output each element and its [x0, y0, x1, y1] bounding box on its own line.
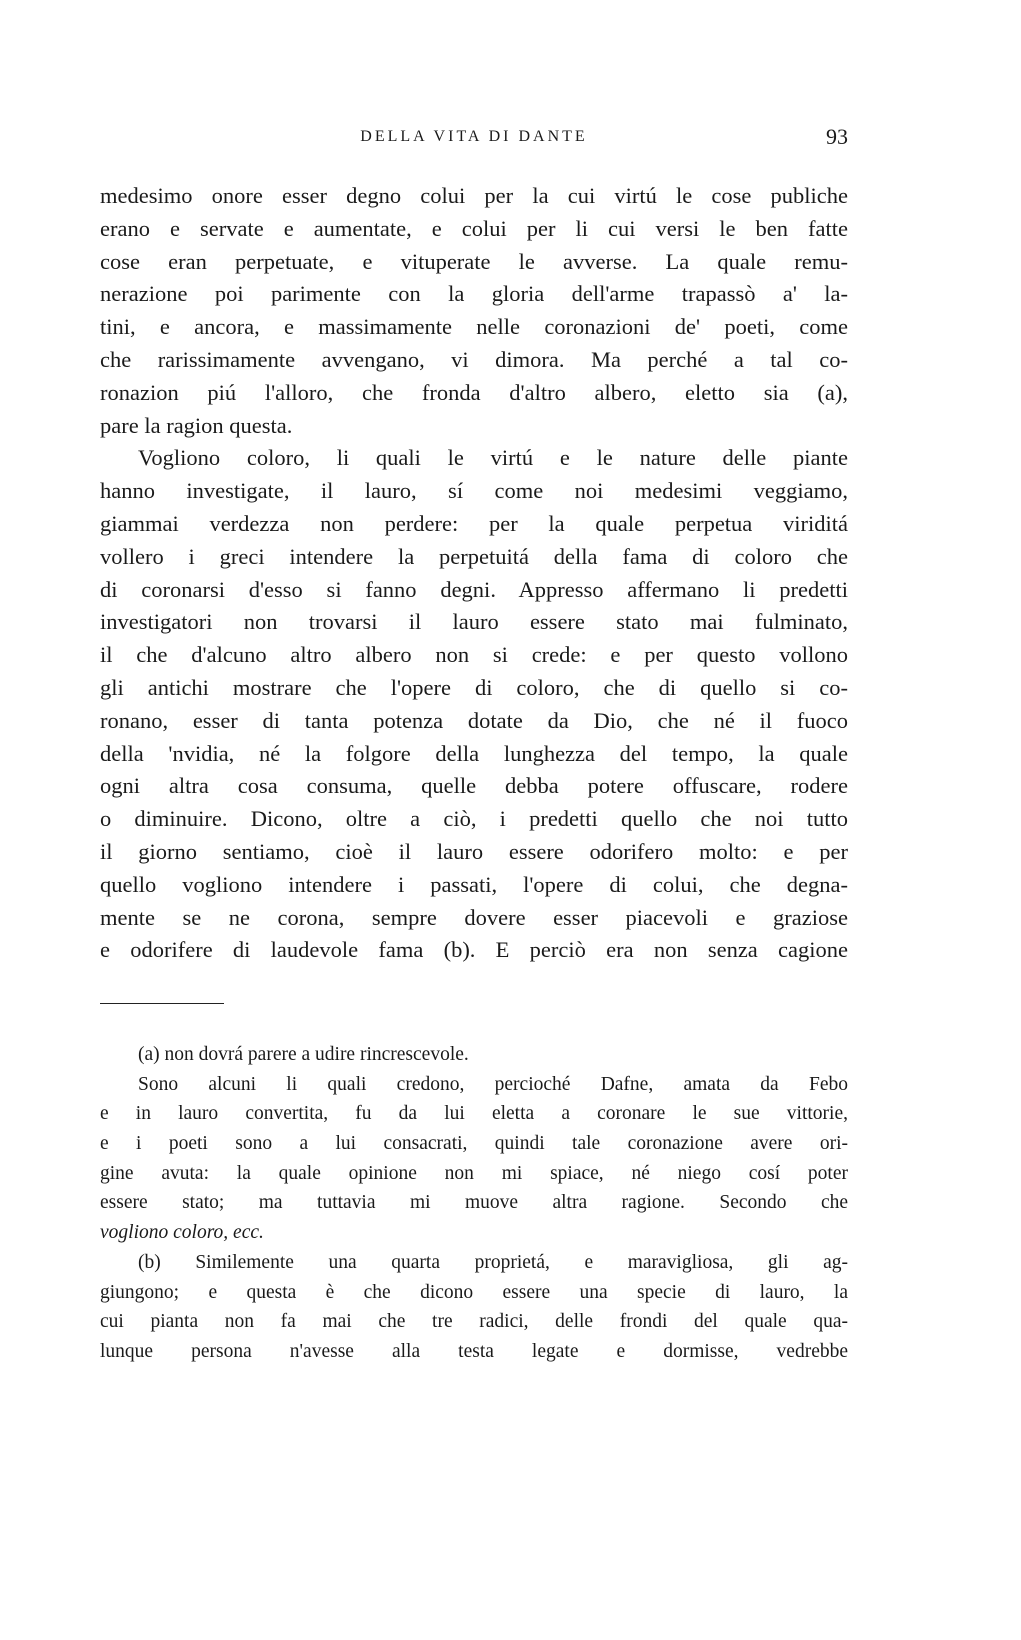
- text-line: pare la ragion questa.: [100, 412, 293, 438]
- text-line: giammai verdezza non perdere: per la quale perpetua viriditá: [100, 510, 848, 536]
- text-line: il giorno sentiamo, cioè il lauro essere odorifero molto: e per: [100, 838, 848, 864]
- running-title: DELLA VITA DI DANTE: [360, 128, 588, 145]
- footnote-line: gine avuta: la quale opinione non mi spiace, né niego cosí poter: [100, 1162, 848, 1184]
- text-line: tini, e ancora, e massimamente nelle coronazioni de' poeti, come: [100, 314, 848, 340]
- footnote-line: (b) Similemente una quarta proprietá, e maravigliosa, gli ag-: [138, 1251, 848, 1273]
- text-line: Vogliono coloro, li quali le virtú e le nature delle piante: [138, 445, 848, 471]
- text-line: nerazione poi parimente con la gloria dell'arme trapassò a' la-: [100, 281, 848, 307]
- footnote-line: e i poeti sono a lui consacrati, quindi tale coronazione avere ori-: [100, 1133, 848, 1155]
- page-header: [100, 124, 848, 154]
- text-line: ronano, esser di tanta potenza dotate da Dio, che né il fuoco: [100, 707, 848, 733]
- text-line: mente se ne corona, sempre dovere esser piacevoli e graziose: [100, 904, 848, 930]
- text-line: gli antichi mostrare che l'opere di coloro, che di quello si co-: [100, 674, 848, 700]
- text-line: della 'nvidia, né la folgore della lunghezza del tempo, la quale: [100, 740, 848, 766]
- footnote-line: lunque persona n'avesse alla testa legate e dormisse, vedrebbe: [100, 1340, 848, 1362]
- text-line: di coronarsi d'esso si fanno degni. Appresso affermano li predetti: [100, 576, 848, 602]
- main-text: [100, 180, 848, 967]
- footnote-line: giungono; e questa è che dicono essere una specie di lauro, la: [100, 1281, 848, 1303]
- footnote-line: cui pianta non fa mai che tre radici, delle frondi del quale qua-: [100, 1311, 848, 1333]
- text-line: ronazion piú l'alloro, che fronda d'altro albero, eletto sia (a),: [100, 379, 848, 405]
- text-line: vollero i greci intendere la perpetuitá della fama di coloro che: [100, 543, 848, 569]
- text-line: medesimo onore esser degno colui per la cui virtú le cose publiche: [100, 183, 848, 208]
- text-line: ogni altra cosa consuma, quelle debba potere offuscare, rodere: [100, 773, 848, 799]
- text-line: erano e servate e aumentate, e colui per li cui versi le ben fatte: [100, 215, 848, 241]
- text-line: e odorifere di laudevole fama (b). E perciò era non senza cagione: [100, 937, 848, 963]
- text-line: hanno investigate, il lauro, sí come noi medesimi veggiamo,: [100, 478, 848, 504]
- text-line: che rarissimamente avvengano, vi dimora. Ma perché a tal co-: [100, 346, 848, 372]
- text-line: investigatori non trovarsi il lauro essere stato mai fulminato,: [100, 609, 848, 635]
- footnote-line: (a) non dovrá parere a udire rincrescevole.: [138, 1044, 469, 1065]
- footnote-line: e in lauro convertita, fu da lui eletta a coronare le sue vittorie,: [100, 1103, 848, 1125]
- text-line: il che d'alcuno altro albero non si crede: e per questo vollono: [100, 642, 848, 668]
- footnote-line: Sono alcuni li quali credono, percioché Dafne, amata da Febo: [138, 1073, 848, 1095]
- text-line: quello vogliono intendere i passati, l'opere di colui, che degna-: [100, 871, 848, 897]
- footnote-separator: [100, 1003, 224, 1004]
- page-number: 93: [826, 124, 848, 149]
- footnotes: [100, 1040, 848, 1367]
- footnote-line: essere stato; ma tuttavia mi muove altra ragione. Secondo che: [100, 1192, 848, 1214]
- footnote-line: vogliono coloro, ecc.: [100, 1222, 264, 1244]
- text-line: o diminuire. Dicono, oltre a ciò, i predetti quello che noi tutto: [100, 806, 848, 832]
- text-line: cose eran perpetuate, e vituperate le avverse. La quale remu-: [100, 248, 848, 274]
